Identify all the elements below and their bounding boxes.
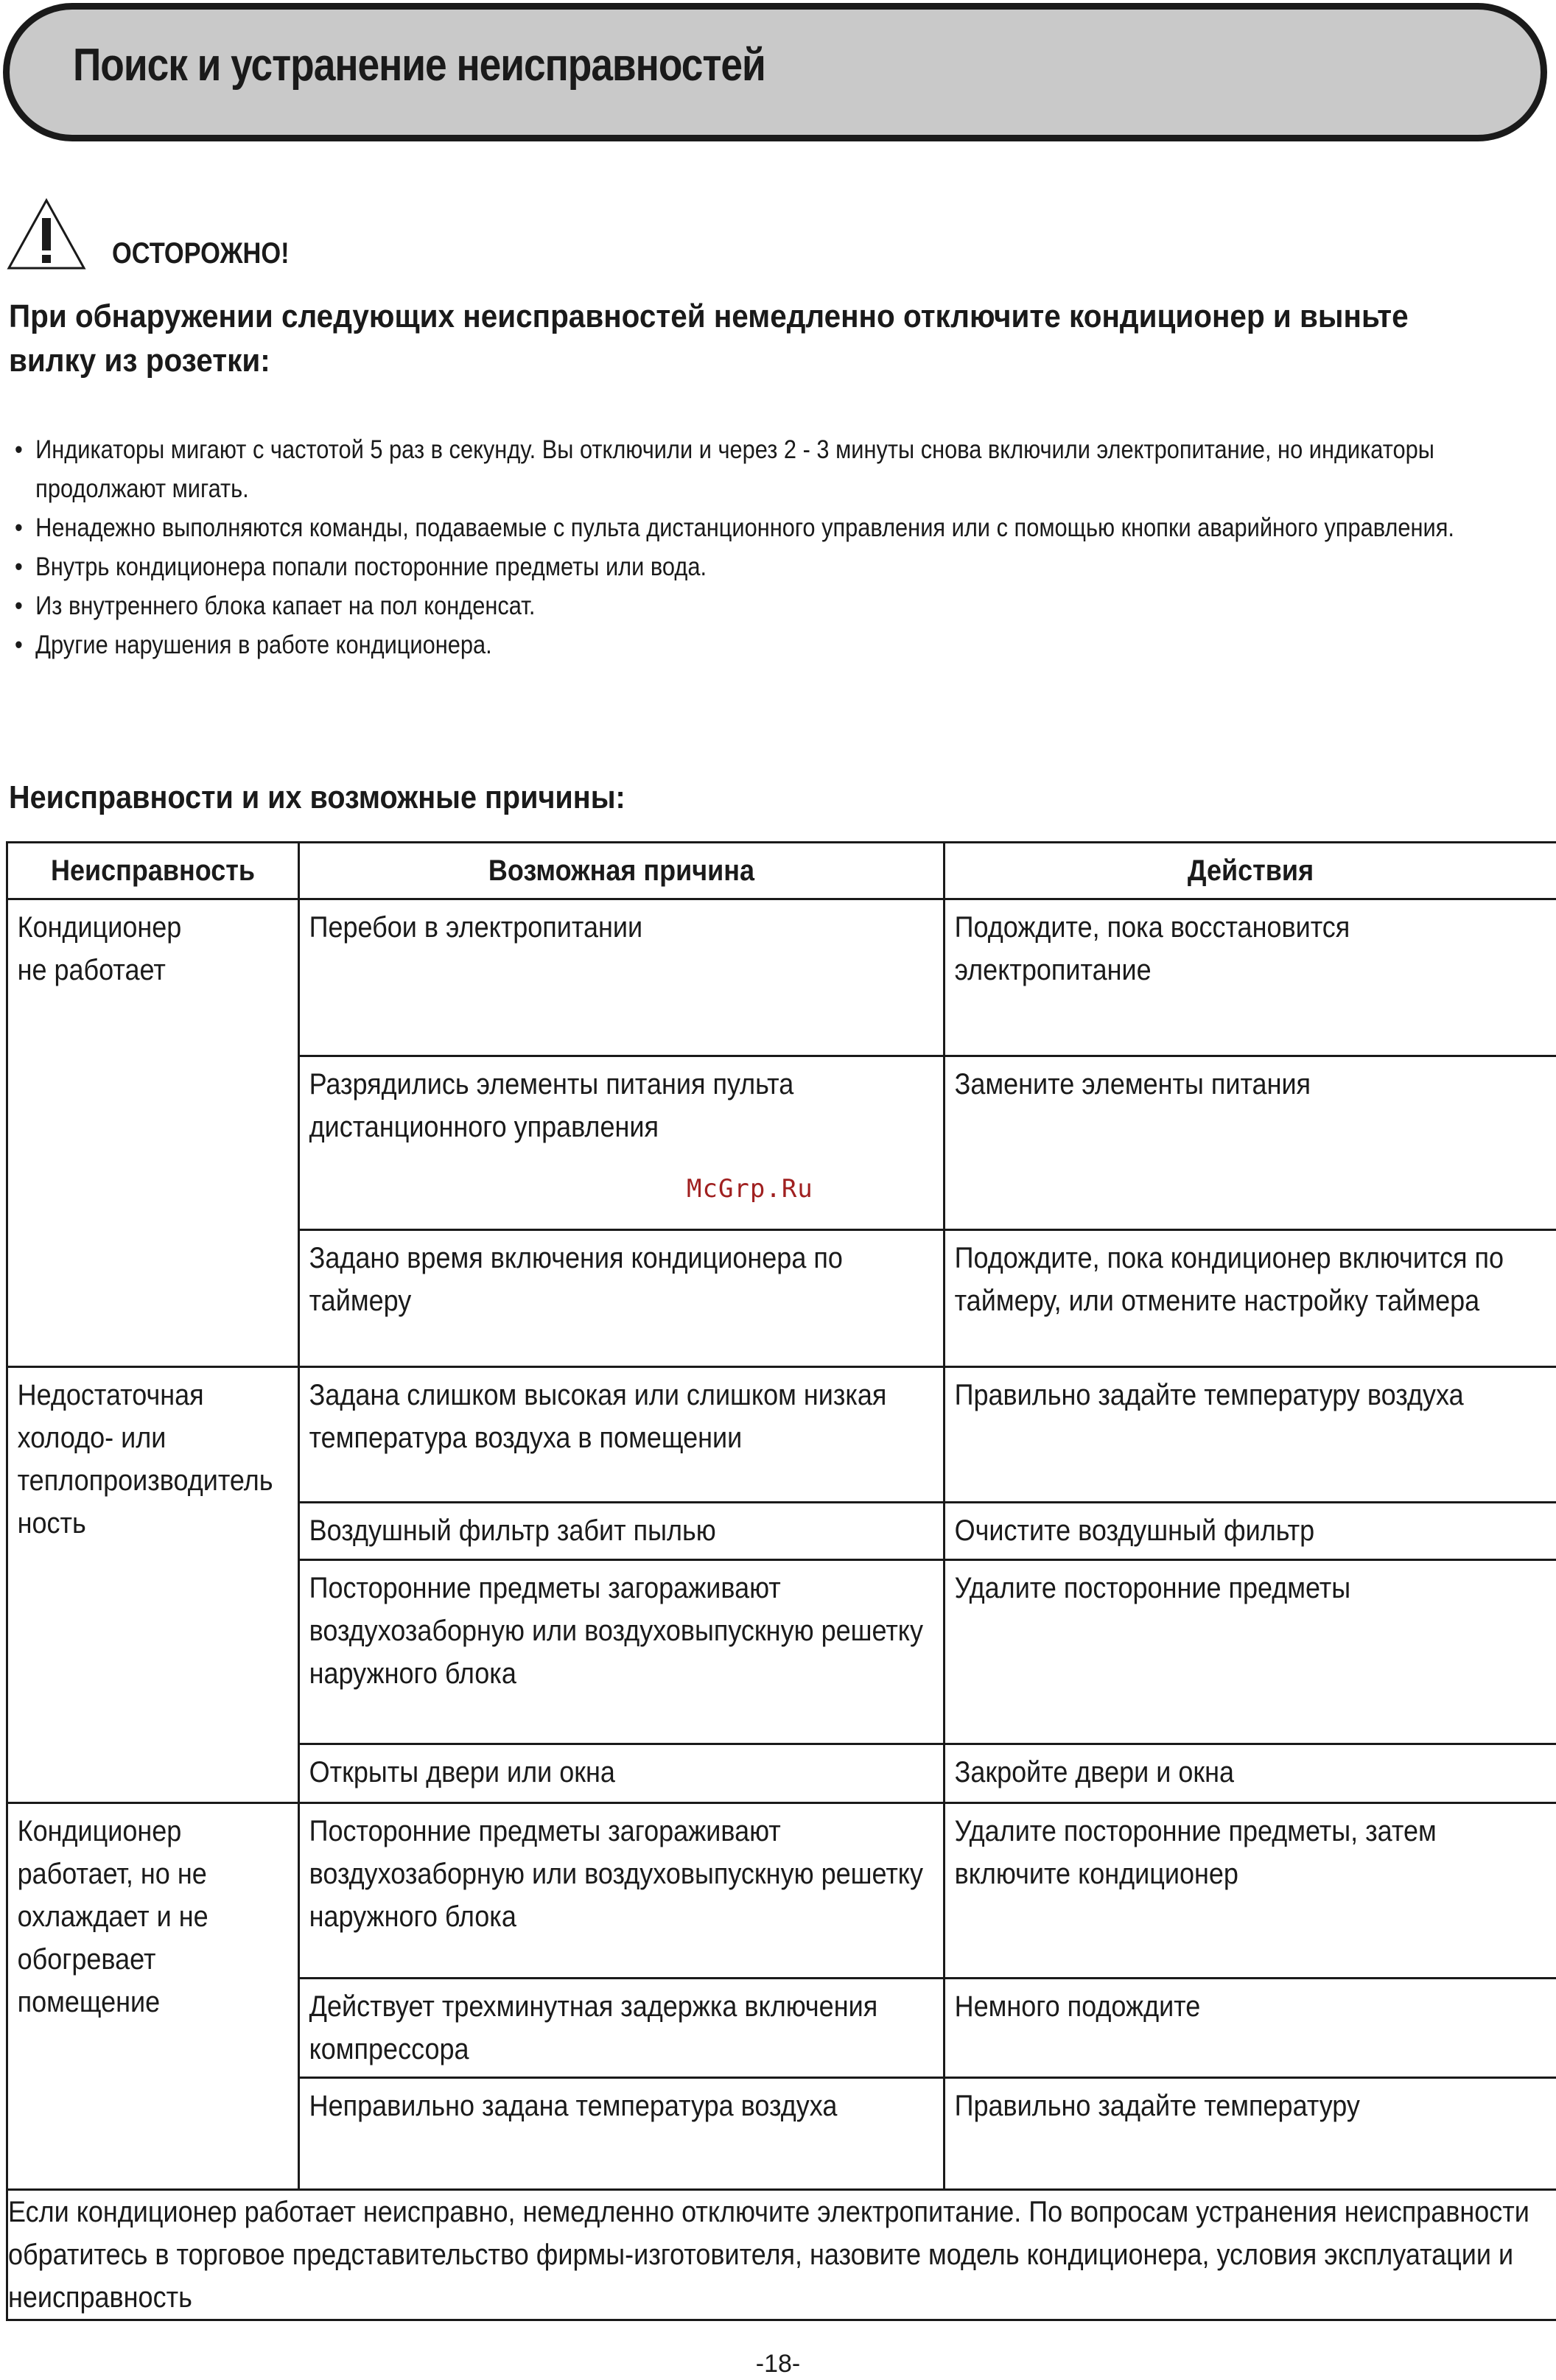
footer-note-cell: Если кондиционер работает неисправно, немедленно отключите электропитание. По вопросам устранения неисправности обратитесь в торговое представительство фирмы-изготовителя, назовите модель кондиционера, условия эксплуатации и неисправность	[7, 2190, 1556, 2320]
header-cause: Возможная причина	[299, 843, 945, 899]
bullet-item: • Ненадежно выполняются команды, подаваемые с пульта дистанционного управления или с помощью кнопки аварийного управления.	[15, 513, 1454, 542]
table-header-row	[7, 843, 1556, 899]
cause-cell: Перебои в электропитании	[299, 899, 945, 1056]
bullet-item: • Индикаторы мигают с частотой 5 раз в секунду. Вы отключили и через 2 - 3 минуты снова включили электропитание, но индикаторы продолжают мигать.	[15, 435, 1434, 503]
header-fault: Неисправность	[7, 843, 299, 899]
page-title: Поиск и устранение неисправностей	[73, 40, 765, 91]
cause-cell: Задано время включения кондиционера по таймеру	[299, 1230, 945, 1367]
fault-cell: Кондиционер работает, но не охлаждает и не обогревает помещение	[7, 1803, 299, 2190]
cause-cell: Посторонние предметы загораживают воздухозаборную или воздуховыпускную решетку наружного блока	[299, 1803, 945, 1979]
action-cell: Очистите воздушный фильтр	[945, 1503, 1556, 1560]
cause-cell: Задана слишком высокая или слишком низкая температура воздуха в помещении	[299, 1367, 945, 1503]
fault-cell: Кондиционер не работает	[7, 899, 299, 1367]
action-cell: Немного подождите	[945, 1979, 1556, 2078]
cause-cell: Разрядились элементы питания пульта дистанционного управления	[299, 1056, 945, 1230]
header-action: Действия	[945, 843, 1556, 899]
title-banner	[3, 3, 1547, 141]
troubleshooting-table	[6, 841, 1556, 2321]
warning-lead-text: При обнаружении следующих неисправностей немедленно отключите кондиционер и выньте вилку из розетки:	[9, 298, 1409, 379]
bullet-item: • Другие нарушения в работе кондиционера.	[15, 631, 492, 659]
action-cell: Закройте двери и окна	[945, 1744, 1556, 1803]
page-number: -18-	[755, 2350, 801, 2378]
action-cell: Правильно задайте температуру воздуха	[945, 1367, 1556, 1503]
cause-cell: Неправильно задана температура воздуха	[299, 2078, 945, 2190]
section-title: Неисправности и их возможные причины:	[9, 779, 625, 815]
warning-label: ОСТОРОЖНО!	[112, 237, 290, 270]
action-cell: Удалите посторонние предметы	[945, 1560, 1556, 1744]
table-footer-row	[7, 2190, 1556, 2320]
table-row	[7, 1367, 1556, 1503]
bullet-item: • Внутрь кондиционера попали посторонние предметы или вода.	[15, 552, 707, 581]
action-cell: Подождите, пока восстановится электропитание	[945, 899, 1556, 1056]
warning-triangle-icon	[6, 197, 87, 271]
table-row	[7, 899, 1556, 1056]
warning-bullet-list	[15, 430, 1487, 664]
action-cell: Подождите, пока кондиционер включится по таймеру, или отмените настройку таймера	[945, 1230, 1556, 1367]
cause-cell: Открыты двери или окна	[299, 1744, 945, 1803]
action-cell: Правильно задайте температуру	[945, 2078, 1556, 2190]
cause-cell: Воздушный фильтр забит пылью	[299, 1503, 945, 1560]
cause-cell: Действует трехминутная задержка включения компрессора	[299, 1979, 945, 2078]
action-cell: Удалите посторонние предметы, затем включите кондиционер	[945, 1803, 1556, 1979]
fault-cell: Недостаточная холодо- или теплопроизводитель ность	[7, 1367, 299, 1803]
watermark: McGrp.Ru	[687, 1174, 813, 1204]
table-row	[7, 1803, 1556, 1979]
cause-cell: Посторонние предметы загораживают воздухозаборную или воздуховыпускную решетку наружного блока	[299, 1560, 945, 1744]
action-cell: Замените элементы питания	[945, 1056, 1556, 1230]
bullet-item: • Из внутреннего блока капает на пол конденсат.	[15, 592, 536, 620]
